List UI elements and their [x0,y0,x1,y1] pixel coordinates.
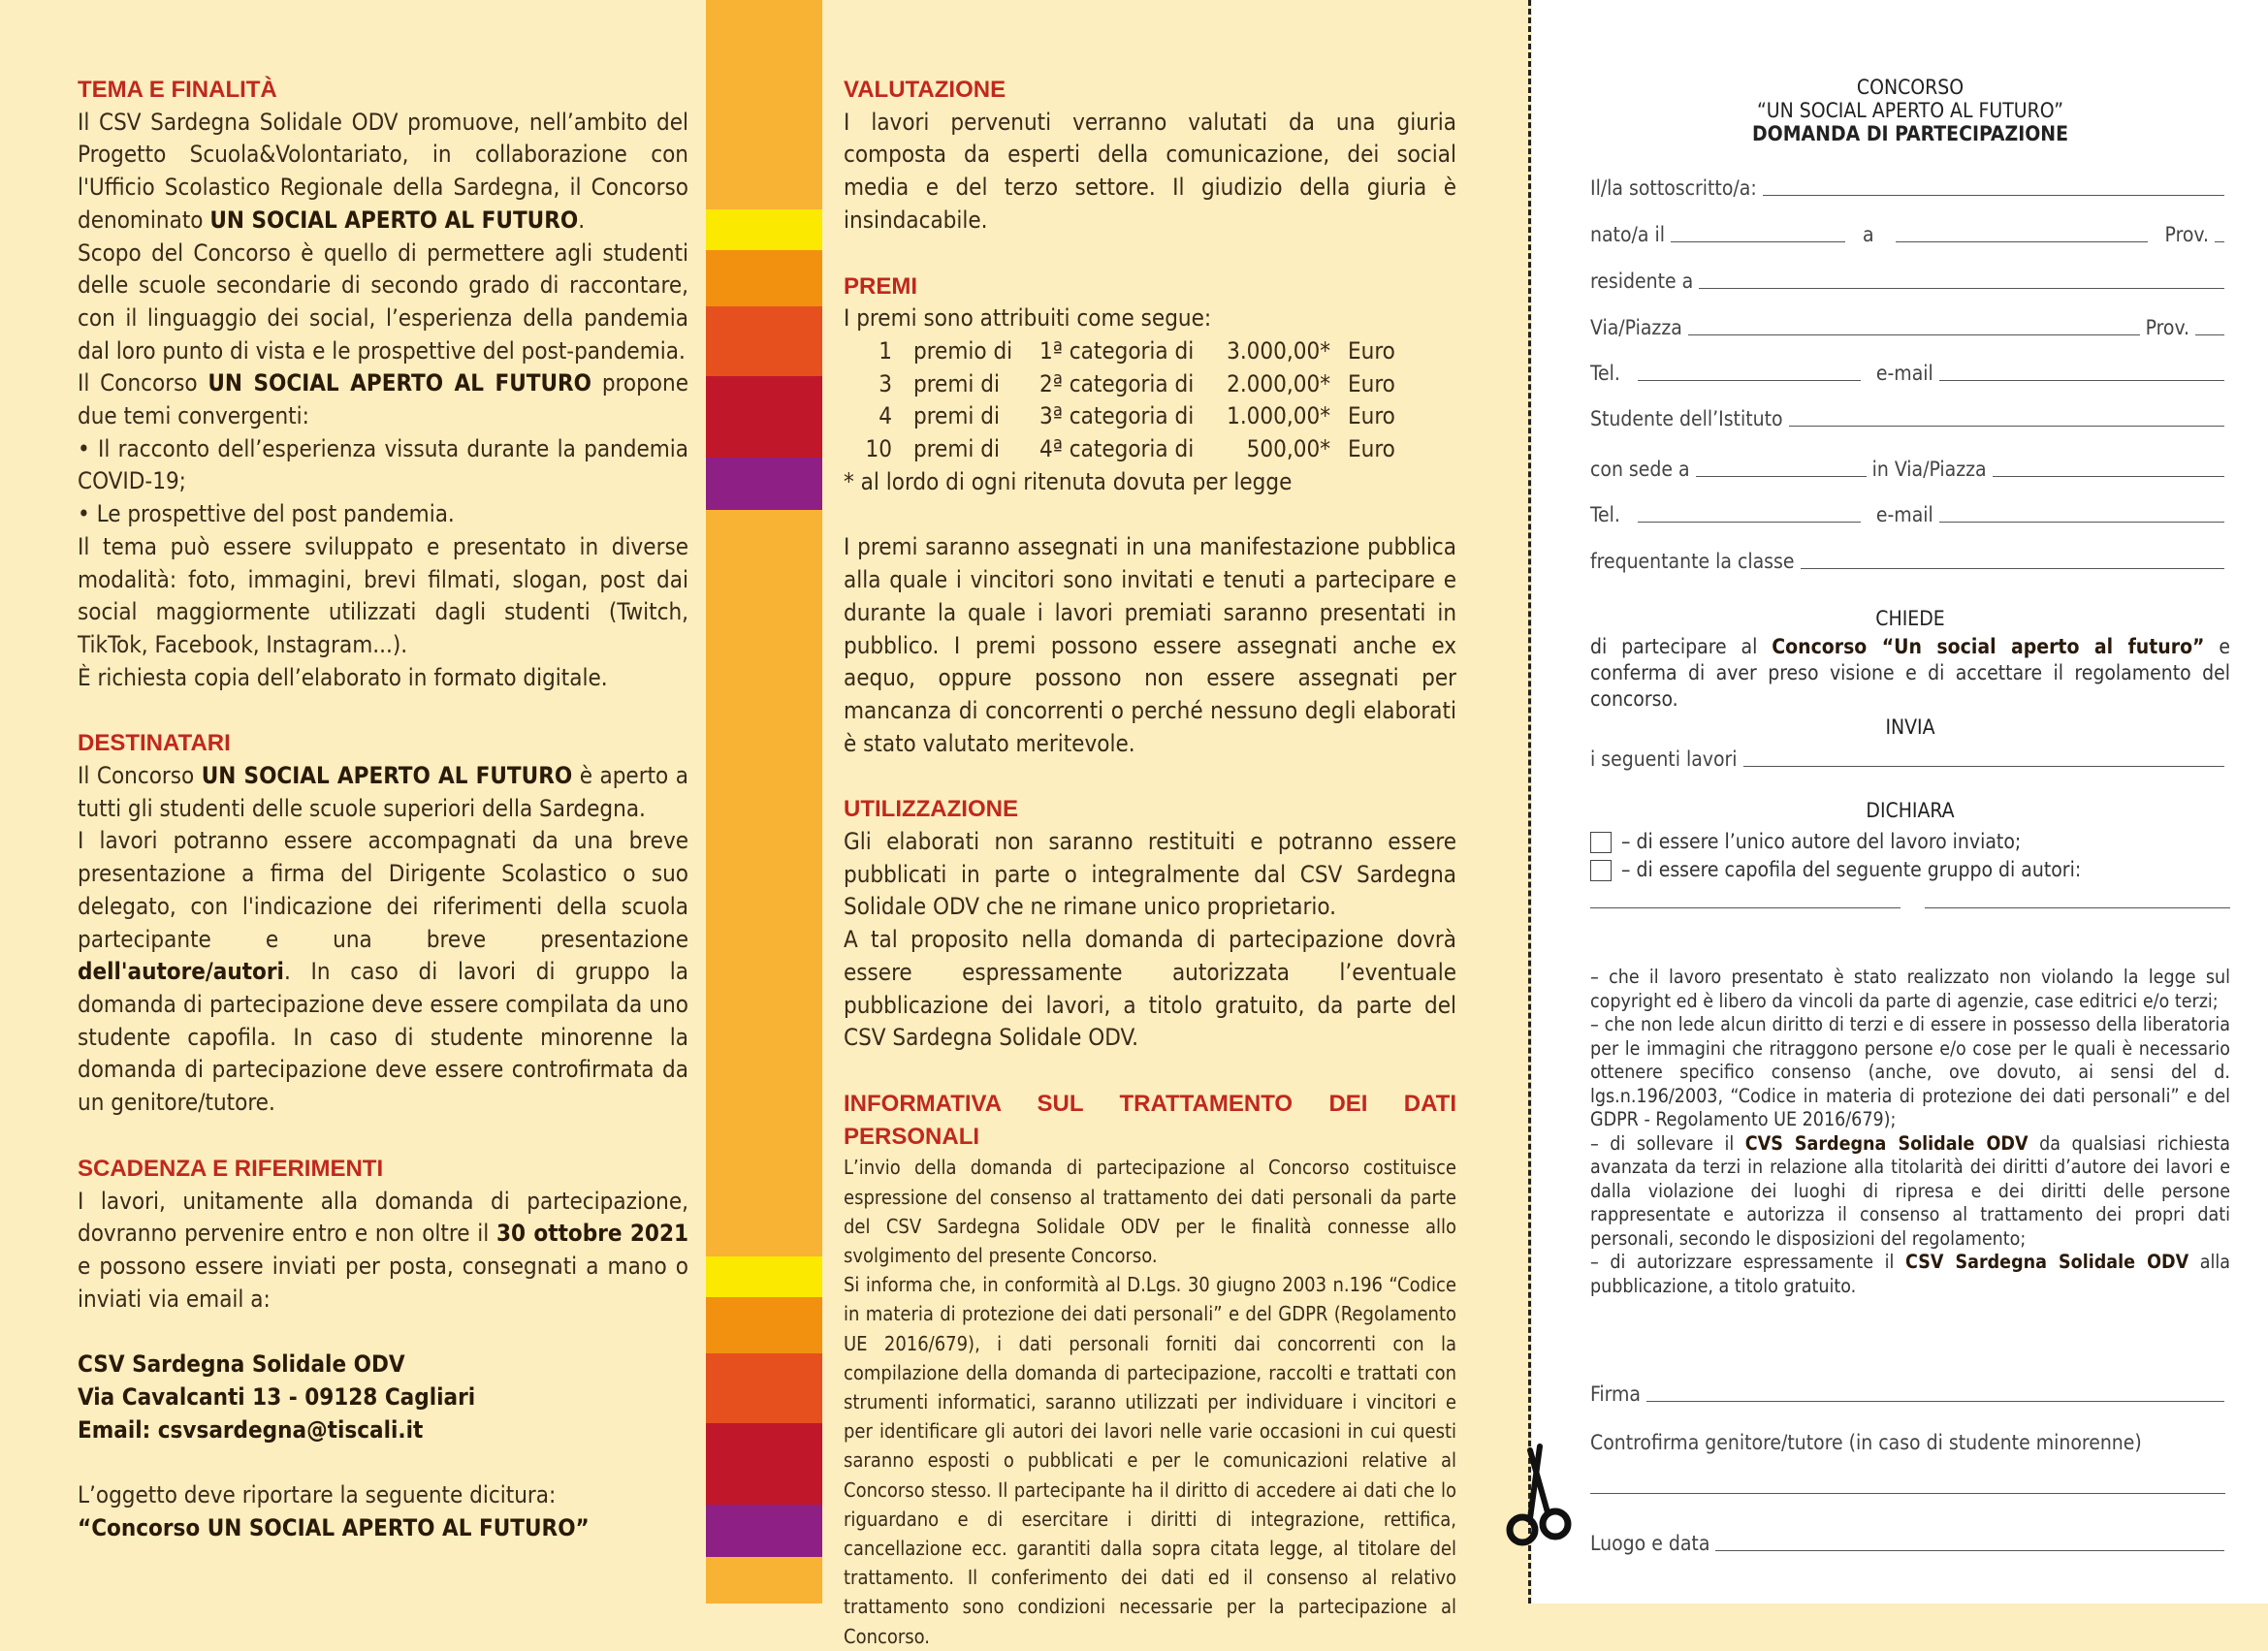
util-paragraph-2: A tal proposito nella domanda di partecipazione dovrà essere espressamente autorizzata l’eventuale pubblicazione dei lavori, a titolo gratuito, da parte del CSV Sardegna Solidale ODV. [844,926,1456,1052]
field-tel-1[interactable] [1590,356,2230,385]
scad-paragraph: I lavori, unitamente alla domanda di partecipazione, dovranno pervenire entro e non oltre il 30 ottobre 2021 e possono essere inviati per posta, consegnati a mano o inviati via email a: [78,1187,688,1313]
heading-tema: TEMA E FINALITÀ [78,77,277,103]
checkbox[interactable] [1590,860,1612,881]
field-label: Tel. [1590,362,1620,385]
field-sottoscritto[interactable] [1590,171,2230,200]
form-title-line-3: DOMANDA DI PARTECIPAZIONE [1751,122,2069,145]
middle-column-text [844,74,1456,1651]
checkbox[interactable] [1590,832,1612,853]
table-row: 10 premi di 4ª categoria di 500,00* Euro [865,435,1395,463]
form-title-line-1: CONCORSO [1856,76,1965,99]
dichiara-item-3: – di sollevare il CVS Sardegna Solidale ODV da qualsiasi richiesta avanzata da terzi in relazione alla titolarità dei diritti d’autore dei lavori e dalla violazione dei luoghi di ripresa e dei diritti delle persone rappresentate e autorizza il consenso al trattamento dei propri dati personali, secondo le disposizioni del regolamento; [1590,1131,2230,1250]
heading-scadenza: SCADENZA E RIFERIMENTI [78,1155,384,1182]
input-line[interactable] [1696,476,1867,477]
field-tel-2[interactable] [1590,497,2230,526]
address-email: Email: csvsardegna@tiscali.it [78,1415,424,1444]
field-label: e-mail [1875,362,1933,385]
input-line[interactable] [1763,195,2224,196]
field-label: Luogo e data [1590,1532,1710,1555]
input-line[interactable] [1939,522,2224,523]
field-label: Firma [1590,1382,1641,1406]
field-residente[interactable] [1590,264,2230,293]
input-line[interactable] [2195,334,2224,335]
dest-paragraph-1: Il Concorso UN SOCIAL APERTO AL FUTURO è aperto a tutti gli studenti delle scuole superiori della Sardegna. [78,762,688,822]
chiede-paragraph: di partecipare al Concorso “Un social aperto al futuro” e conferma di aver preso visione e di accettare il regolamento del concorso. [1590,635,2230,711]
oggetto-line-2: “Concorso UN SOCIAL APERTO AL FUTURO” [78,1514,590,1542]
form-title [1551,76,2268,145]
valutazione-paragraph: I lavori pervenuti verranno valutati da una giuria composta da esperti della comunicazione, dei social media e del terzo settore. Il giudizio della giuria è insindacabile. [844,108,1456,234]
band-yellow [706,209,822,250]
left-column-text [78,74,688,1545]
field-luogo-data[interactable] [1590,1526,2230,1555]
input-line-autore-2[interactable] [1925,907,2230,908]
field-label: Studente dell’Istituto [1590,407,1783,430]
tema-bullet-2: • Le prospettive del post pandemia. [78,500,455,528]
input-line[interactable] [1699,288,2224,289]
dichiara-item-2: – che non lede alcun diritto di terzi e di essere in possesso della liberatoria per le immagini che ritraggono persone e/o cose per le quali è necessario ottenere specifico consenso (anche, ove dovuto, ai sensi del d. lgs.n.196/2003, “Codice in materia di protezione dei dati personali” e del GDPR - Regolamento UE 2016/679); [1590,1013,2230,1130]
input-line[interactable] [1801,568,2225,569]
table-row: 1 premio di 1ª categoria di 3.000,00* Euro [878,336,1395,365]
field-classe[interactable] [1590,544,2230,573]
dichiara-heading: DICHIARA [1866,799,1955,822]
field-via[interactable] [1590,310,2230,339]
input-line[interactable] [1743,766,2224,767]
field-label: a [1862,223,1874,246]
field-label: Tel. [1590,503,1620,526]
table-row: 4 premi di 3ª categoria di 1.000,00* Euro [878,402,1395,430]
dichiara-item-4: – di autorizzare espressamente il CSV Sardegna Solidale ODV alla pubblicazione, a titolo gratuito. [1590,1251,2230,1297]
address-line-2: Via Cavalcanti 13 - 09128 Cagliari [78,1383,476,1412]
input-line[interactable] [1638,380,1861,381]
field-label: Via/Piazza [1590,316,1682,339]
field-label: Controfirma genitore/tutore (in caso di studente minorenne) [1590,1431,2142,1454]
heading-premi: PREMI [844,272,918,300]
band-red [706,1423,822,1505]
dichiarazioni-text [1590,966,2230,1298]
field-sede[interactable] [1590,452,2230,481]
field-label: con sede a [1590,458,1690,481]
field-controfirma-label [1590,1425,2230,1454]
field-firma[interactable] [1590,1377,2230,1406]
input-line[interactable] [1715,1550,2224,1551]
band-red-orange [706,306,822,376]
color-strip [706,0,822,1603]
tema-bullet-1: • Il racconto dell’esperienza vissuta durante la pandemia COVID-19; [78,434,688,495]
input-line[interactable] [2215,241,2224,242]
tema-paragraph-1: Il CSV Sardegna Solidale ODV promuove, nell’ambito del Progetto Scuola&Volontariato, in collaborazione con l'Ufficio Scolastico Regionale della Sardegna, il Concorso denominato UN SOCIAL APERTO AL FUTURO. [78,108,688,234]
info-paragraph-1: L’invio della domanda di partecipazione al Concorso costituisce espressione del consenso al trattamento dei dati personali da parte del CSV Sardegna Solidale ODV per le finalità connesse allo svolgimento del presente Concorso. [844,1156,1456,1267]
input-line[interactable] [1993,476,2224,477]
premi-intro: I premi sono attribuiti come segue: [844,304,1212,333]
chiede-heading: CHIEDE [1875,607,1945,630]
input-line[interactable] [1638,522,1861,523]
tema-paragraph-2: Scopo del Concorso è quello di permettere agli studenti delle scuole secondarie di secondo grado di raccontare, con il linguaggio dei social, l’esperienza della pandemia dal loro punto di vista e le prospettive del post-pandemia. [78,238,688,365]
field-label: e-mail [1875,503,1933,526]
form-title-line-2: “UN SOCIAL APERTO AL FUTURO” [1757,99,2063,122]
field-label: Prov. [2164,223,2209,246]
band-orange [706,1297,822,1353]
band-purple [706,458,822,510]
heading-utilizzazione: UTILIZZAZIONE [844,796,1018,823]
tema-paragraph-4: Il tema può essere sviluppato e presentato in diverse modalità: foto, immagini, brevi filmati, slogan, post dai social maggiormente utilizzati dagli studenti (Twitch, TikTok, Facebook, Instagram...). [78,532,688,658]
input-line-autore-1[interactable] [1590,907,1901,908]
scissors-icon [1501,1441,1579,1557]
field-label: residente a [1590,270,1694,293]
heading-valutazione: VALUTAZIONE [844,77,1006,103]
field-label: frequentante la classe [1590,550,1795,573]
field-label: Prov. [2145,316,2189,339]
field-label: i seguenti lavori [1590,747,1738,771]
dichiara-checkboxes [1590,828,2230,884]
field-label: nato/a il [1590,223,1665,246]
oggetto-line-1: L’oggetto deve riportare la seguente dicitura: [78,1481,557,1509]
info-paragraph-2: Si informa che, in conformità al D.Lgs. 30 giugno 2003 n.196 “Codice in materia di protezione dei dati personali” e del GDPR (Regolamento UE 2016/679), i dati personali forniti dai concorrenti con la compilazione della domanda di partecipazione, raccolti e trattati con strumenti informatici, saranno utilizzati per individuare i vincitori e per identificare gli autori dei lavori nelle varie occasioni in cui questi saranno esposti o pubblicati e per le comunicazioni relative al Concorso stesso. Il partecipante ha il diritto di accedere ai dati che lo riguardano e di esercitare i diritti di integrazione, rettifica, cancellazione ecc. garantiti dalla sopra citata legge, al titolare del trattamento. Il conferimento dei dati ed il consenso al relativo trattamento sono condizioni necessarie per la partecipazione al Concorso. [844,1273,1456,1648]
input-line[interactable] [1939,380,2224,381]
premi-table [844,335,1395,466]
checkbox-capofila[interactable]: – di essere capofila del seguente gruppo di autori: [1590,856,2230,884]
tema-paragraph-5: È richiesta copia dell’elaborato in formato digitale. [78,663,608,691]
input-line[interactable] [1671,241,1845,242]
band-red-orange [706,1353,822,1423]
heading-destinatari: DESTINATARI [78,730,231,757]
dichiara-item-1: – che il lavoro presentato è stato realizzato non violando la legge sul copyright ed è libero da vincoli da parte di agenzie, case editrici e/o terzi; [1590,966,2230,1012]
band-orange [706,250,822,306]
input-line[interactable] [1896,241,2148,242]
input-line[interactable] [1646,1401,2224,1402]
input-line[interactable] [1789,426,2224,427]
field-lavori[interactable] [1590,742,2230,771]
input-line-controfirma[interactable] [1590,1493,2225,1494]
checkbox-unico-autore[interactable]: – di essere l’unico autore del lavoro inviato; [1590,828,2230,856]
premi-note: * al lordo di ogni ritenuta dovuta per legge [844,467,1293,495]
field-label: Il/la sottoscritto/a: [1590,176,1757,200]
band-yellow [706,1256,822,1297]
field-istituto[interactable] [1590,401,2230,430]
band-purple [706,1505,822,1557]
premi-paragraph-2: I premi saranno assegnati in una manifestazione pubblica alla quale i vincitori sono invitati e tenuti a partecipare e durante la quale i lavori premiati saranno presentati in pubblico. I premi possono essere assegnati anche ex aequo, oppure possono non essere assegnati per mancanza di concorrenti o perché nessuno degli elaborati è stato valutato meritevole. [844,533,1456,757]
address-line-1: CSV Sardegna Solidale ODV [78,1350,405,1379]
input-line[interactable] [1688,334,2140,335]
dest-paragraph-2: I lavori potranno essere accompagnati da una breve presentazione a firma del Dirigente Scolastico o suo delegato, con l'indicazione dei riferimenti della scuola partecipante e una breve presentazione dell'autore/autori. In caso di lavori di gruppo la domanda di partecipazione deve essere compilata da uno studente capofila. In caso di studente minorenne la domanda di partecipazione deve essere controfirmata da un genitore/tutore. [78,827,688,1117]
heading-informativa: INFORMATIVA SUL TRATTAMENTO DEI DATI PERSONALI [844,1090,1456,1150]
table-row: 3 premi di 2ª categoria di 2.000,00* Euro [878,369,1395,397]
util-paragraph-1: Gli elaborati non saranno restituiti e potranno essere pubblicati in parte o integralmente dal CSV Sardegna Solidale ODV che ne rimane unico proprietario. [844,828,1456,921]
tema-paragraph-3: Il Concorso UN SOCIAL APERTO AL FUTURO propone due temi convergenti: [78,369,688,430]
band-red [706,376,822,458]
cut-line [1528,0,1531,1603]
field-label: in Via/Piazza [1871,458,1987,481]
field-nato[interactable] [1590,217,2230,246]
invia-heading: INVIA [1885,715,1935,739]
